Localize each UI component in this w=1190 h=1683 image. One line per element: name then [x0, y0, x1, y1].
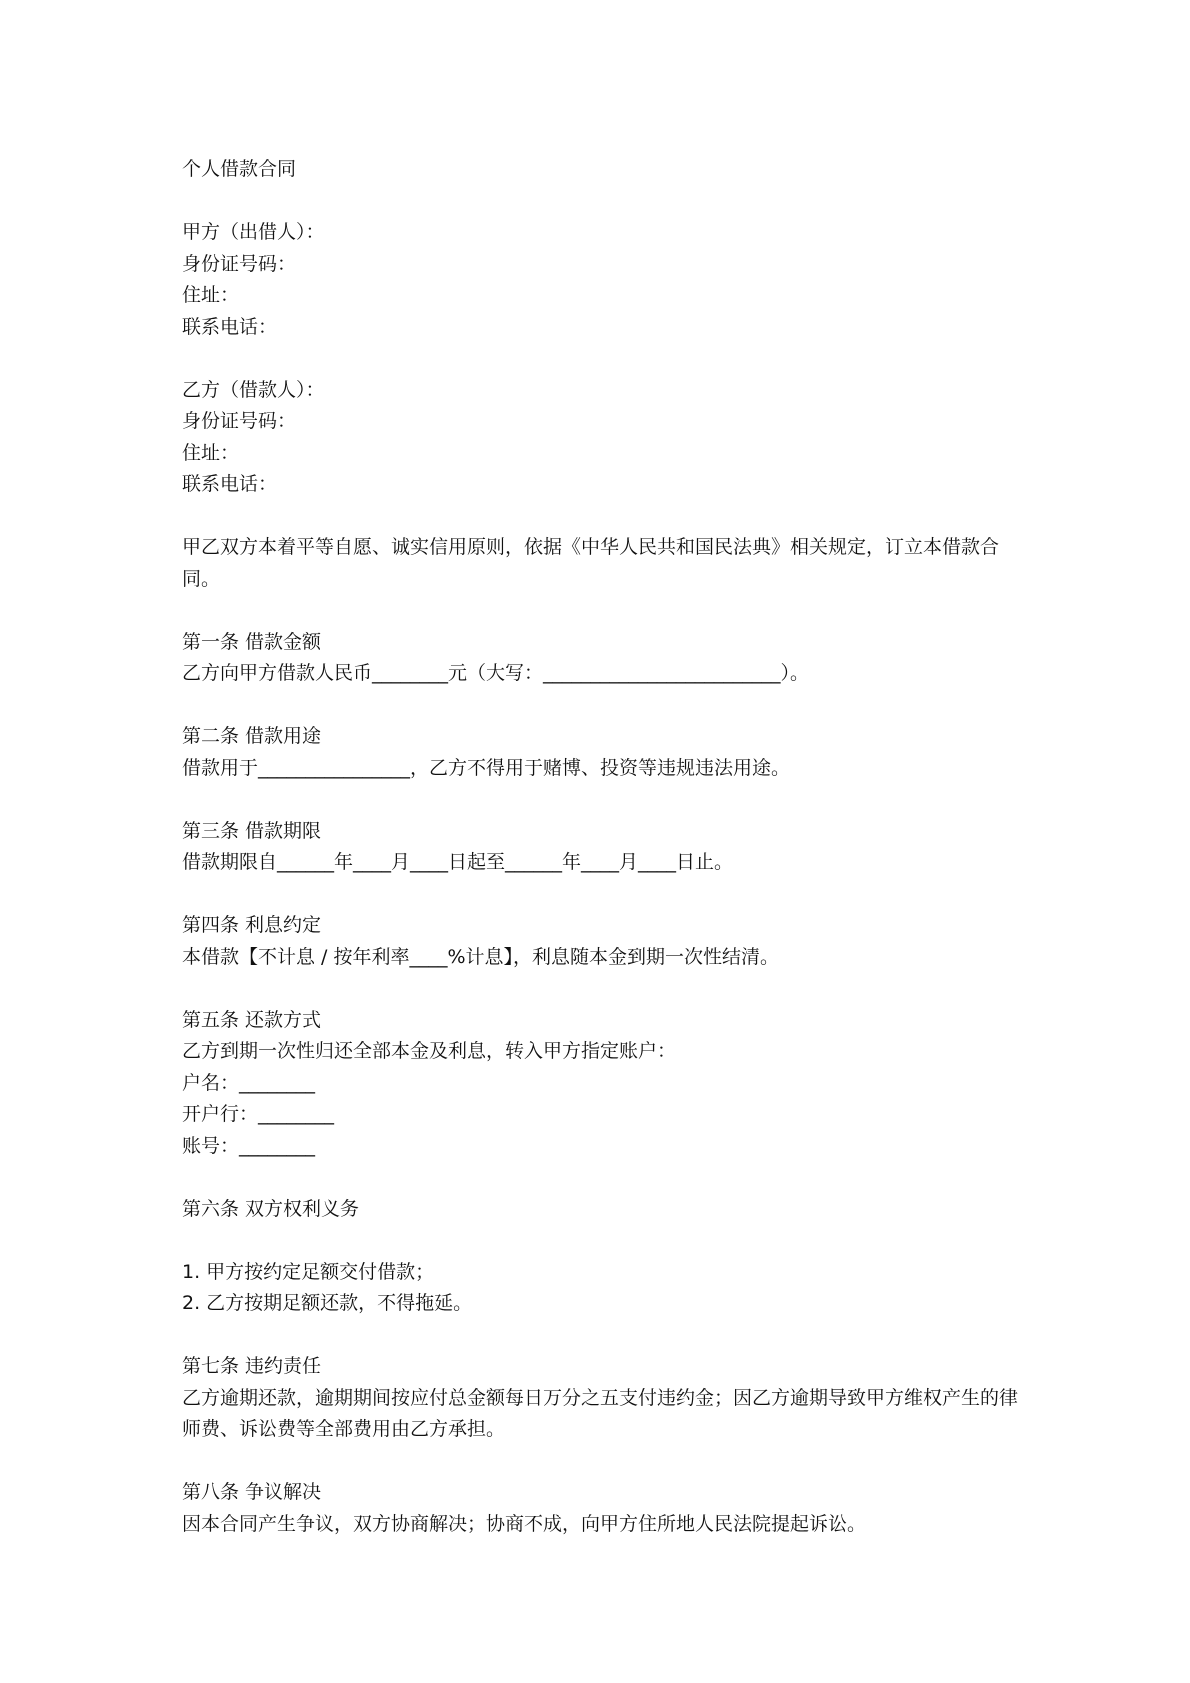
article-text: 因本合同产生争议，双方协商解决；协商不成，向甲方住所地人民法院提起诉讼。: [182, 1512, 867, 1535]
preamble-paragraph: 甲乙双方本着平等自愿、诚实信用原则，依据《中华人民共和国民法典》相关规定，订立本借款合同。: [182, 536, 1000, 590]
party-a-heading: 甲方（出借人）：: [182, 221, 325, 243]
party-b-id-label: 身份证号码：: [182, 410, 297, 432]
spacer: [182, 501, 1032, 533]
article-heading: 第三条 借款期限: [182, 819, 322, 842]
list-item: 1. 甲方按约定足额交付借款；: [182, 1260, 435, 1283]
article-heading: 第二条 借款用途: [182, 725, 322, 747]
article-8: [182, 1477, 1032, 1540]
article-text: 本借款【不计息 / 按年利率____%计息】，利息随本金到期一次性结清。: [182, 945, 780, 968]
spacer: [182, 1446, 1032, 1478]
article-5: [182, 1005, 1032, 1163]
spacer: [182, 973, 1032, 1005]
spacer: [182, 595, 1032, 627]
party-a-block: [182, 217, 1032, 343]
article-text: 乙方到期一次性归还全部本金及利息，转入甲方指定账户：: [182, 1040, 677, 1062]
article-text: 乙方向甲方借款人民币________元（大写：_________________________）。: [182, 662, 810, 684]
article-heading: 第四条 利息约定: [182, 914, 322, 936]
article-text: 乙方逾期还款，逾期期间按应付总金额每日万分之五支付违约金；因乙方逾期导致甲方维权产生的律师费、诉讼费等全部费用由乙方承担。: [182, 1386, 1019, 1440]
list-item: 2. 乙方按期足额还款，不得拖延。: [182, 1292, 473, 1314]
spacer: [182, 1225, 1032, 1257]
article-heading: 第七条 违约责任: [182, 1355, 322, 1377]
article-heading: 第一条 借款金额: [182, 630, 322, 653]
contract-document: [182, 154, 1032, 1540]
document-title: 个人借款合同: [182, 158, 297, 180]
party-b-phone-label: 联系电话：: [182, 473, 278, 495]
spacer: [182, 879, 1032, 911]
bank-line: 开户行：________: [182, 1103, 335, 1125]
party-b-address-label: 住址：: [182, 441, 240, 464]
article-7: [182, 1351, 1032, 1446]
party-a-id-label: 身份证号码：: [182, 252, 297, 275]
spacer: [182, 186, 1032, 218]
spacer: [182, 1320, 1032, 1352]
article-6: [182, 1194, 1032, 1320]
party-b-heading: 乙方（借款人）：: [182, 378, 325, 401]
article-heading: 第八条 争议解决: [182, 1481, 322, 1503]
article-2: [182, 721, 1032, 784]
party-b-block: [182, 375, 1032, 501]
account-name-line: 户名：________: [182, 1071, 316, 1094]
article-1: [182, 627, 1032, 690]
article-heading: 第六条 双方权利义务: [182, 1197, 360, 1220]
party-a-phone-label: 联系电话：: [182, 315, 278, 338]
account-number-line: 账号：________: [182, 1134, 316, 1157]
spacer: [182, 690, 1032, 722]
spacer: [182, 784, 1032, 816]
spacer: [182, 343, 1032, 375]
article-heading: 第五条 还款方式: [182, 1008, 322, 1031]
article-text: 借款期限自______年____月____日起至______年____月____日止。: [182, 851, 734, 873]
article-4: [182, 910, 1032, 973]
article-3: [182, 816, 1032, 879]
party-a-address-label: 住址：: [182, 284, 240, 306]
spacer: [182, 1162, 1032, 1194]
article-text: 借款用于________________，乙方不得用于赌博、投资等违规违法用途。: [182, 756, 791, 779]
